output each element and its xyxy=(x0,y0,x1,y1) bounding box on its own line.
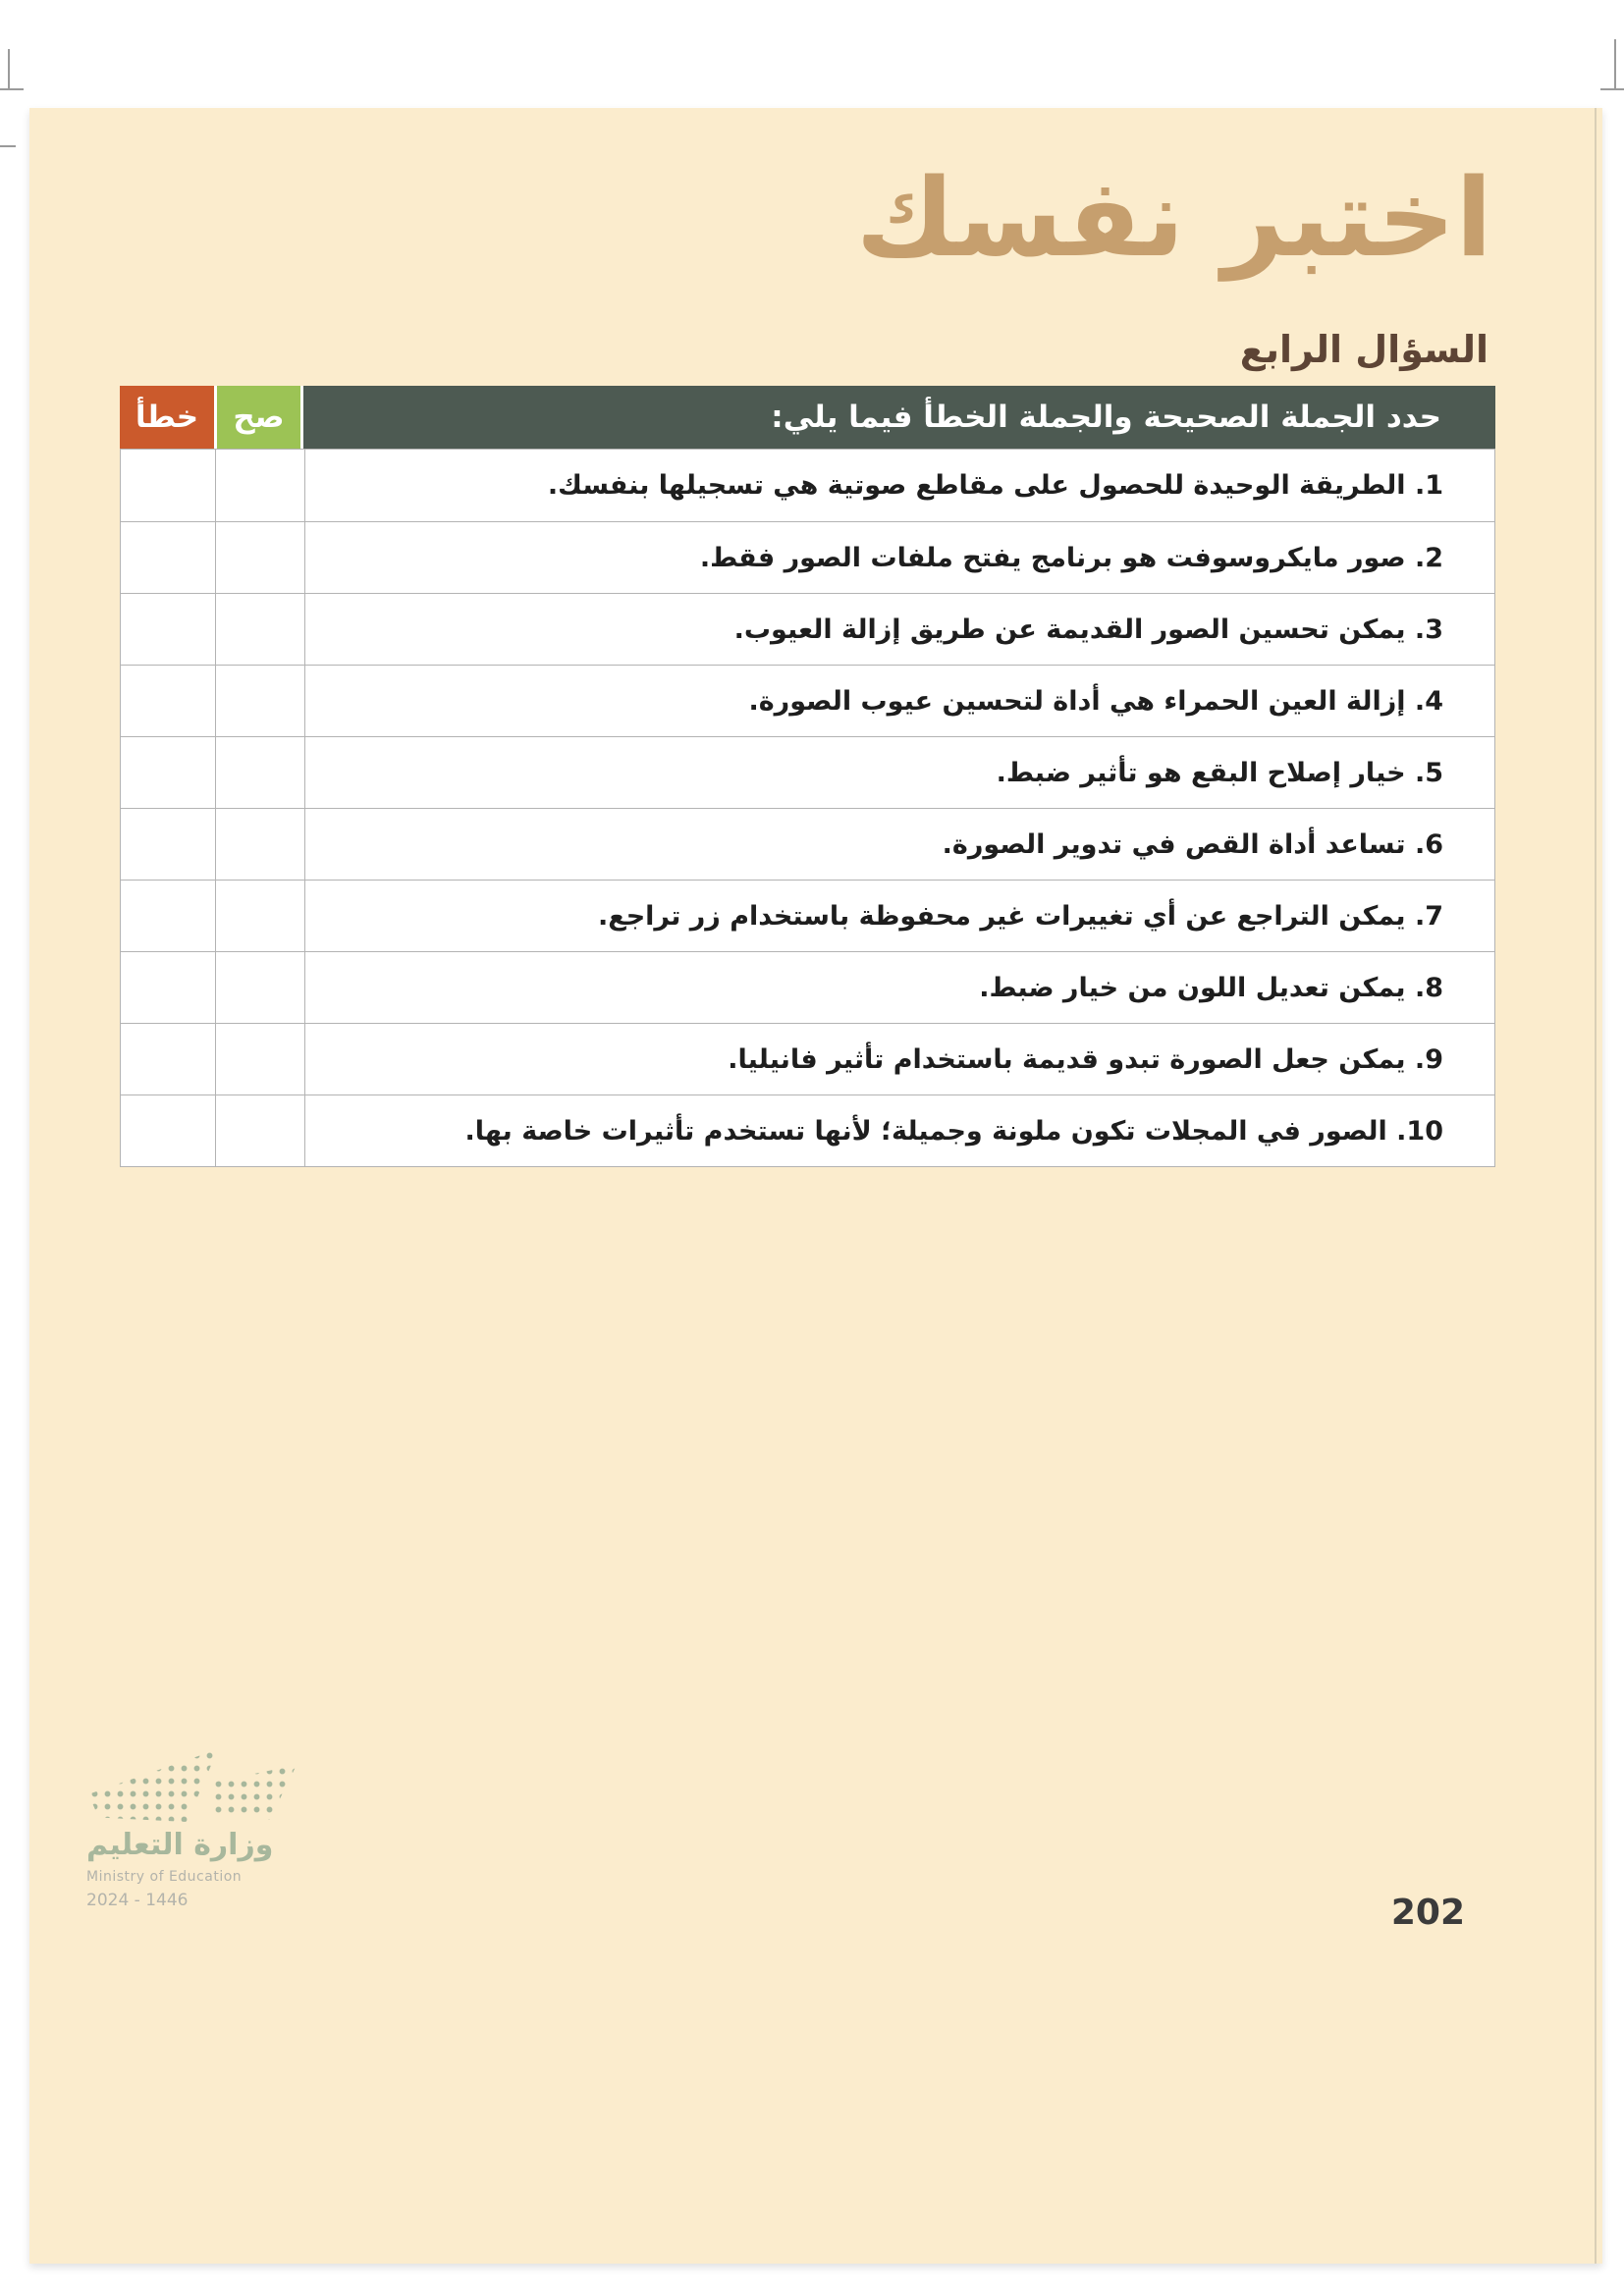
wrong-answer-cell[interactable] xyxy=(121,1095,215,1166)
table-row xyxy=(121,665,1494,736)
true-false-table xyxy=(120,386,1495,1167)
table-header-wrong: خطأ xyxy=(120,386,214,449)
page-title: اختبر نفسك xyxy=(855,155,1492,281)
table-header-correct: صح xyxy=(214,386,303,449)
wrong-answer-cell[interactable] xyxy=(121,450,215,521)
statement-text: 3. يمكن تحسين الصور القديمة عن طريق إزالة العيوب. xyxy=(304,594,1494,665)
table-row xyxy=(121,1023,1494,1095)
statement-text: 2. صور مايكروسوفت هو برنامج يفتح ملفات الصور فقط. xyxy=(304,522,1494,593)
section-subtitle: السؤال الرابع xyxy=(1239,328,1489,371)
wrong-answer-cell[interactable] xyxy=(121,666,215,736)
correct-answer-cell[interactable] xyxy=(215,952,304,1023)
correct-answer-cell[interactable] xyxy=(215,522,304,593)
table-header-row xyxy=(120,386,1495,449)
crop-mark xyxy=(0,88,24,90)
statement-text: 4. إزالة العين الحمراء هي أداة لتحسين عيوب الصورة. xyxy=(304,666,1494,736)
statement-text: 6. تساعد أداة القص في تدوير الصورة. xyxy=(304,809,1494,880)
table-row xyxy=(121,450,1494,521)
correct-answer-cell[interactable] xyxy=(215,450,304,521)
correct-answer-cell[interactable] xyxy=(215,594,304,665)
correct-answer-cell[interactable] xyxy=(215,881,304,951)
statement-text: 10. الصور في المجلات تكون ملونة وجميلة؛ لأنها تستخدم تأثيرات خاصة بها. xyxy=(304,1095,1494,1166)
table-row xyxy=(121,808,1494,880)
table-header-statement: حدد الجملة الصحيحة والجملة الخطأ فيما يلي: xyxy=(303,386,1495,449)
page-number: 202 xyxy=(1390,1893,1465,1933)
statement-text: 5. خيار إصلاح البقع هو تأثير ضبط. xyxy=(304,737,1494,808)
statement-text: 1. الطريقة الوحيدة للحصول على مقاطع صوتية هي تسجيلها بنفسك. xyxy=(304,450,1494,521)
page-edge-line xyxy=(1595,108,1597,2264)
correct-answer-cell[interactable] xyxy=(215,666,304,736)
correct-answer-cell[interactable] xyxy=(215,809,304,880)
wrong-answer-cell[interactable] xyxy=(121,952,215,1023)
table-row xyxy=(121,521,1494,593)
crop-mark xyxy=(1600,88,1624,90)
crop-mark xyxy=(1614,39,1616,88)
correct-answer-cell[interactable] xyxy=(215,737,304,808)
wrong-answer-cell[interactable] xyxy=(121,809,215,880)
table-row xyxy=(121,951,1494,1023)
ministry-wordmark-arabic: وزارة التعليم xyxy=(86,1828,274,1862)
wrong-answer-cell[interactable] xyxy=(121,594,215,665)
statement-text: 8. يمكن تعديل اللون من خيار ضبط. xyxy=(304,952,1494,1023)
table-row xyxy=(121,593,1494,665)
crop-mark xyxy=(8,49,10,88)
table-row xyxy=(121,1095,1494,1166)
ministry-wordmark-english: Ministry of Education xyxy=(86,1869,243,1885)
wrong-answer-cell[interactable] xyxy=(121,522,215,593)
edition-years: 2024 - 1446 xyxy=(86,1891,189,1910)
statement-text: 9. يمكن جعل الصورة تبدو قديمة باستخدام تأثير فانيليا. xyxy=(304,1024,1494,1095)
ministry-logo-dots xyxy=(212,1765,297,1820)
correct-answer-cell[interactable] xyxy=(215,1024,304,1095)
crop-mark xyxy=(0,145,16,147)
correct-answer-cell[interactable] xyxy=(215,1095,304,1166)
wrong-answer-cell[interactable] xyxy=(121,737,215,808)
table-row xyxy=(121,736,1494,808)
statement-text: 7. يمكن التراجع عن أي تغييرات غير محفوظة باستخدام زر تراجع. xyxy=(304,881,1494,951)
table-row xyxy=(121,880,1494,951)
book-page xyxy=(29,108,1602,2264)
table-body xyxy=(120,449,1495,1167)
ministry-logo-dots xyxy=(88,1749,218,1822)
wrong-answer-cell[interactable] xyxy=(121,881,215,951)
wrong-answer-cell[interactable] xyxy=(121,1024,215,1095)
